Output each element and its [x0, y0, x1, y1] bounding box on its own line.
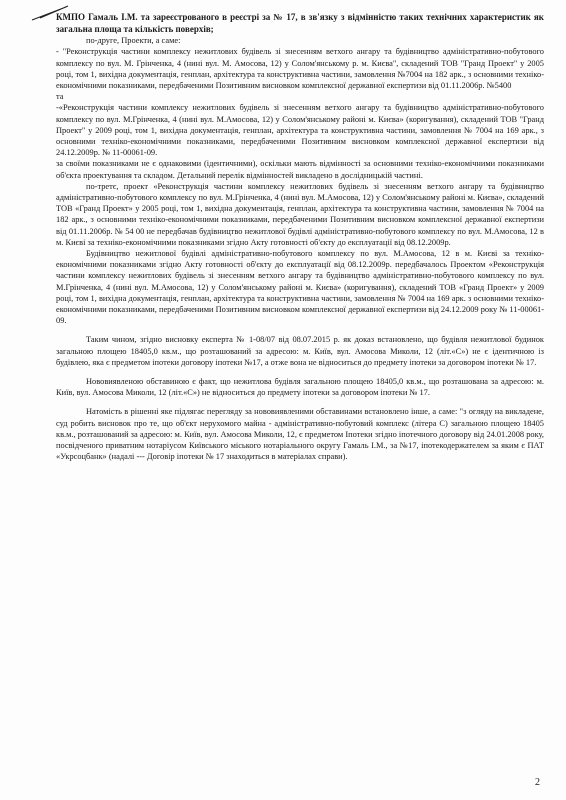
paragraph-construction: Будівництво нежитлової будівлі адміністративно-побутового комплексу по вул. М.Амосова, 12 в м. Києві за техніко-економічними показниками згідно Акту готовності об'єкту до експлуатації від 08.12.2009р. передбачалось Проектом «Реконструкція частини комплексу нежитлових будівель зі знесенням ветхого ангару та будівництво адміністративно-побутового комплексу по вул. М.Грінченка, 4 (нині вул. М.Амосова, 12) у Солом'янському районі м. Києва» (коригування), складений ТОВ «Гранд Проект» у 2009 році, том 1, вихідна документація, генплан, архітектура та конструктивна частини, замовлення № 7004 на 169 арк. з основними техніко-економічними показниками, передбаченими Позитивним висновком комплексної державної експертизи від 24.12.2009 року № 11-00061-09. [56, 249, 544, 326]
paragraph-project-2005: - "Реконструкція частини комплексу нежитлових будівель зі знесенням ветхого ангару та будівництво адміністративно-побутового комплексу по вул. М. Грінченка, 4 (нині вул. М. Амосова, 12) у Солом'янському р. м. Києва", складений ТОВ "Гранд Проект" у 2005 році, том 1, вихідна документація, генплан, архітектура та конструктивна частини, замовлення №7004 на 182 арк., з основними техніко-економічними показниками, передбаченими Позитивним висновком комплексної державної експертизи від 01.11.2006р. №5400 [56, 47, 544, 90]
paragraph-intro: КМПО Гамаль І.М. та зареєстрованого в реєстрі за № 17, в зв'язку з відмінністю таких технічних характеристик як загальна площа та кількість поверхів; [56, 12, 544, 34]
paragraph-project-2009: -«Реконструкція частини комплексу нежитлових будівель зі знесенням ветхого ангару та будівництво адміністративно-побутового комплексу по вул. М.Грінченка, 4 (нині вул. М.Амосова, 12) у Солом'янському районі м. Києва» (коригування), складений ТОВ "Гранд Проект" у 2009 році, том 1, вихідна документація, генплан, архітектура та конструктивна частини, замовлення № 7004 на 169 арк., з основними техніко-економічними показниками, передбаченими Позитивним висновком комплексної державної експертизи від 24.12.2009р. № 11-00061-09. [56, 103, 544, 158]
paragraph-not-identical: за своїми показниками не є однаковими (ідентичними), оскільки мають відмінності за основними техніко-економічними показниками об'єкта проектування та складом. Детальний перелік відмінностей викладено в дослідницькій частині. [56, 159, 544, 180]
paragraph-thirdly: по-третє, проект «Реконструкція частини комплексу нежитлових будівель зі знесенням ветхого ангару та будівництво адміністративно-побутового комплексу по вул. М.Грінченка, 4 (нині вул. М.Амосова, 12) у Солом'янському районі м. Києва», складений ТОВ «Гранд Проект» у 2005 році, том 1, вихідна документація, генплан, архітектура та конструктивна частини, замовлення № 7004 на 182 арк., з основними техніко-економічними показниками, передбаченими Позитивним висновком комплексної державної експертизи від 01.11.2006р. № 54 00 не передбачав будівництво нежитлової будівлі адміністративно-побутового комплексу по вул. М.Амосова, 12 в м. Києві за техніко-економічними показниками згідно Акту готовності об'єкту до експлуатації від 08.12.2009р. [56, 181, 544, 247]
page-number: 2 [535, 777, 540, 788]
paragraph-new-circumstance: Нововиявленою обставиною є факт, що нежитлова будівля загальною площею 18405,0 кв.м., що розташована за адресою: м. Київ, вул. Амосова Миколи, 12 (літ.«С») не відноситься до предмету іпотеки за договором іпотеки № 17. [56, 377, 544, 398]
document-body [56, 12, 544, 463]
paragraph-decision: Натомість в рішенні яке підлягає перегляду за нововиявленими обставинами встановлено інше, а саме: "з огляду на викладене, суд робить висновок про те, що об'єкт нерухомого майна - адміністративно-побутовий комплекс (літера С) загальною площею 18405 кв.м., розташований за адресою: м. Київ, вул. Амосова Миколи, 12, є предметом Іпотеки згідно іпотечного договору від 24.01.2008 року, посвідченого приватним нотаріусом Київського міського нотаріального округу Гамаль І.М., за №17, іпотекодержателем за яким є ПАТ «Укрсоцбанк» (надалі --- Договір іпотеки № 17 знаходиться в матеріалах справи). [56, 407, 544, 462]
paragraph-secondly: по-друге, Проекти, а саме: [86, 36, 181, 46]
paragraph-and: та [56, 92, 64, 102]
paragraph-conclusion: Таким чином, згідно висновку експерта № 1-08/07 від 08.07.2015 р. як доказ встановлено, що будівля нежитлової будинок загальною площею 18405,0 кв.м., що розташований за адресою: м. Київ, вул. Амосова Миколи, 12 (літ.«С») не є ідентичною із будівлею, яка є предметом іпотеки договору іпотеки №17, а отже вона не відноситься до предмету іпотеки за договором іпотеки № 17. [56, 335, 544, 367]
